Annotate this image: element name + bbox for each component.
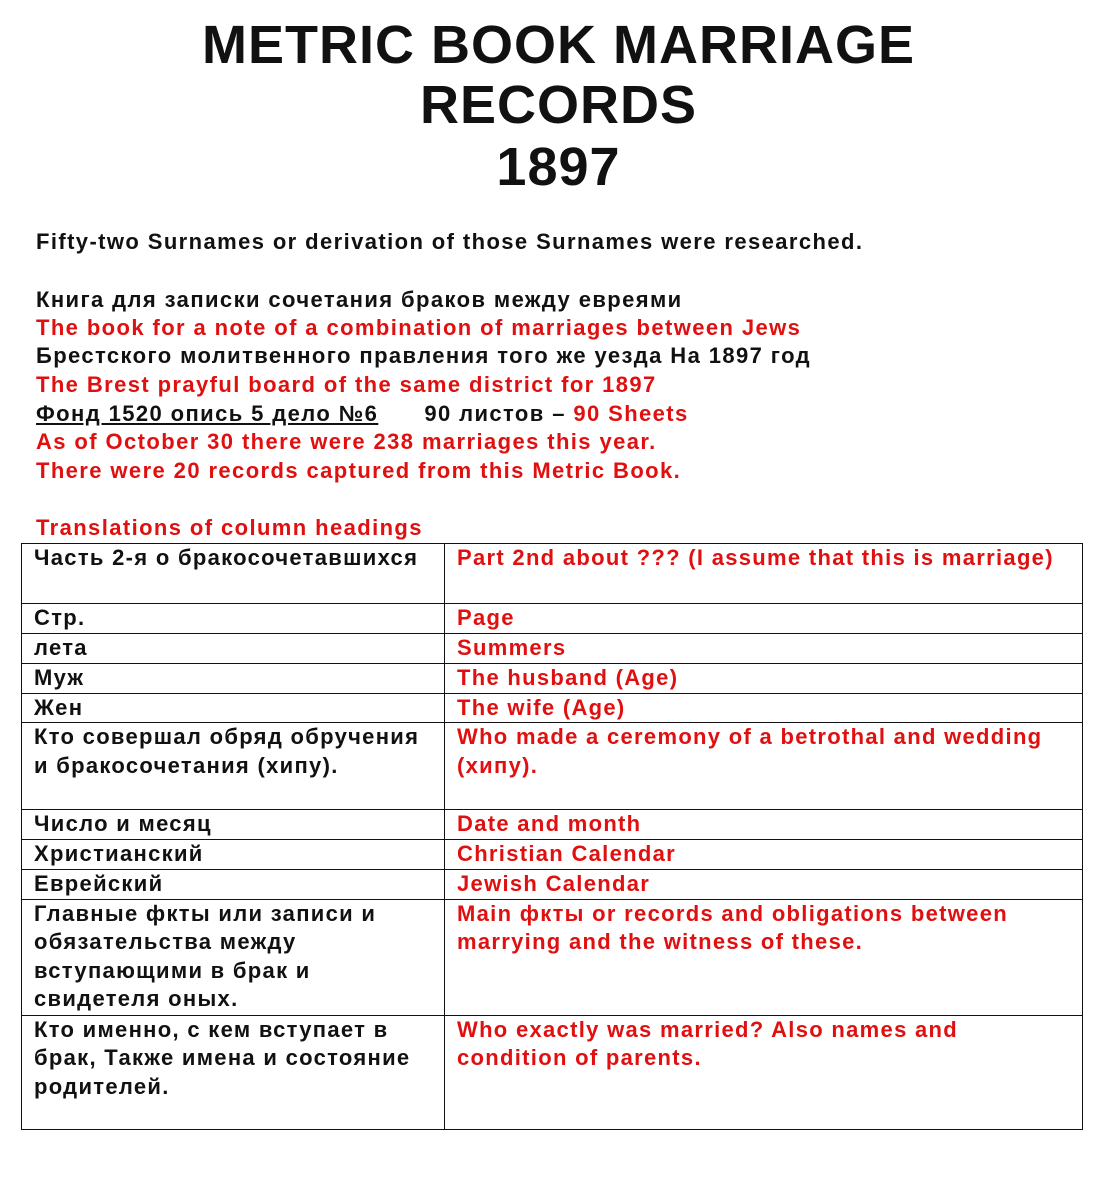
- table-row: [22, 544, 1083, 604]
- column-headings-table: [21, 543, 1083, 1130]
- book-title-english: The book for a note of a combination of marriages between Jews: [36, 315, 802, 340]
- table-row: [22, 899, 1083, 1015]
- archive-line: [36, 400, 689, 428]
- english-translation-cell: Summers: [445, 634, 1083, 664]
- table-row: [22, 723, 1083, 810]
- document-title-line-1: METRIC BOOK MARRIAGE: [202, 15, 915, 75]
- book-title-russian: Книга для записки сочетания браков между евреями: [36, 287, 683, 312]
- english-translation-cell: Date and month: [445, 810, 1083, 840]
- russian-heading-cell: Стр.: [22, 604, 445, 634]
- russian-heading-cell: Часть 2-я о бракосочетавшихся: [22, 544, 445, 604]
- table-row: [22, 693, 1083, 723]
- marriages-note: As of October 30 there were 238 marriages this year.: [36, 429, 657, 454]
- english-translation-cell: The husband (Age): [445, 663, 1083, 693]
- document-title-year: 1897: [496, 137, 621, 197]
- board-russian: Брестского молитвенного правления того же уезда На 1897 год: [36, 343, 811, 368]
- sheets-english: 90 Sheets: [573, 401, 689, 426]
- english-translation-cell: Who exactly was married? Also names and condition of parents.: [445, 1015, 1083, 1129]
- records-note: There were 20 records captured from this Metric Book.: [36, 458, 682, 483]
- table-row: [22, 634, 1083, 664]
- russian-heading-cell: Главные фкты или записи и обязательства между вступающими в брак и свидетеля оных.: [22, 899, 445, 1015]
- english-translation-cell: Who made a ceremony of a betrothal and wedding (хипу).: [445, 723, 1083, 810]
- russian-heading-cell: Жен: [22, 693, 445, 723]
- document-title-line-2: RECORDS: [419, 75, 698, 135]
- archive-reference: Фонд 1520 опись 5 дело №6: [36, 401, 379, 426]
- table-row: [22, 663, 1083, 693]
- russian-heading-cell: Число и месяц: [22, 810, 445, 840]
- intro-text: Fifty-two Surnames or derivation of those Surnames were researched.: [36, 229, 864, 254]
- table-row: [22, 840, 1083, 870]
- russian-heading-cell: Кто совершал обряд обручения и бракосочетания (хипу).: [22, 723, 445, 810]
- table-row: [22, 1015, 1083, 1129]
- translations-heading: Translations of column headings: [36, 515, 423, 540]
- english-translation-cell: Jewish Calendar: [445, 870, 1083, 900]
- english-translation-cell: Part 2nd about ??? (I assume that this is marriage): [445, 544, 1083, 604]
- table-row: [22, 870, 1083, 900]
- table-row: [22, 604, 1083, 634]
- table-row: [22, 810, 1083, 840]
- russian-heading-cell: Христианский: [22, 840, 445, 870]
- board-english: The Brest prayful board of the same district for 1897: [36, 372, 657, 397]
- russian-heading-cell: лета: [22, 634, 445, 664]
- russian-heading-cell: Кто именно, с кем вступает в брак, Также имена и состояние родителей.: [22, 1015, 445, 1129]
- english-translation-cell: Main фкты or records and obligations between marrying and the witness of these.: [445, 899, 1083, 1015]
- english-translation-cell: Page: [445, 604, 1083, 634]
- english-translation-cell: Christian Calendar: [445, 840, 1083, 870]
- russian-heading-cell: Еврейский: [22, 870, 445, 900]
- english-translation-cell: The wife (Age): [445, 693, 1083, 723]
- sheets-russian: 90 листов –: [424, 401, 566, 426]
- russian-heading-cell: Муж: [22, 663, 445, 693]
